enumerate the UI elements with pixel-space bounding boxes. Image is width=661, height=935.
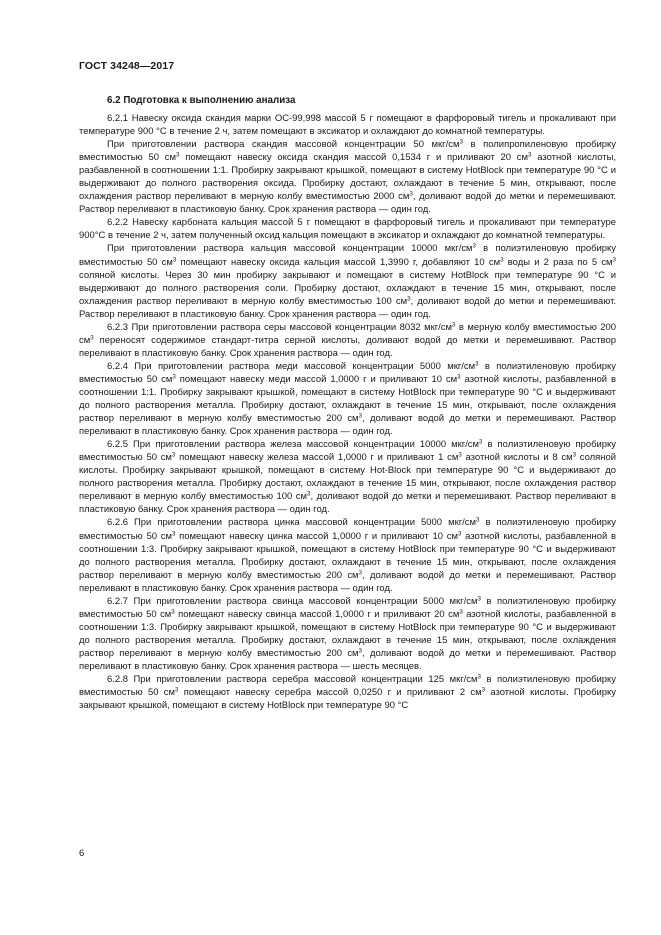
text-run: в полиэтиленовую пробирку вместимостью 50 см	[79, 674, 616, 699]
superscript: 3	[477, 673, 481, 681]
text-run: в полиэтиленовую пробирку вместимостью 50 см	[79, 243, 616, 268]
standard-header: ГОСТ 34248—2017	[79, 60, 175, 72]
paragraph	[79, 595, 616, 673]
paragraph	[79, 138, 616, 216]
text-run: 6.2.8 При приготовлении раствора серебра массовой концентрации 125 мкг/см	[107, 674, 478, 686]
superscript: 3	[457, 373, 461, 381]
superscript: 3	[572, 451, 577, 459]
text-run: , доливают водой до метки и перемешивают. Раствор переливают в пластиковую банку. Срок хранения раствора — один год.	[79, 295, 616, 320]
superscript: 3	[171, 608, 175, 616]
text-run: помещают навеску оксида кальция массой 1,3990 г, добавляют 10 см	[176, 256, 501, 268]
superscript: 3	[452, 321, 456, 329]
text-run: , доливают водой до метки и перемешивают. Раствор переливают в пластиковую банку. Срок хранения раствора — один год.	[79, 569, 616, 594]
text-run: 6.2.1 Навеску оксида скандия марки ОС-99,998 массой 5 г помещают в фарфоровый тигель и прокаливают при температуре 900 °С в течение 2 ч, затем помещают в эксикатор и охлаждают до комнатной температуры.	[79, 113, 616, 138]
text-run: помещают навеску свинца массой 1,0000 г и приливают 20 см	[174, 608, 460, 620]
superscript: 3	[172, 255, 177, 263]
text-run: в полиэтиленовую пробирку вместимостью 50 см	[79, 360, 616, 385]
body-text	[79, 112, 616, 712]
text-run: соляной кислоты. Пробирку закрывают крышкой, помещают в систему Hot-Block при температуре 90 °С и выдерживают до полного растворения металла. Пробирку достают, охлаждают в течение 15 мин, открывают, после охлаждения раствор переливают в мерную колбу вместимостью 100 см	[79, 452, 616, 503]
superscript: 3	[479, 438, 483, 446]
superscript: 3	[475, 516, 480, 524]
superscript: 3	[358, 647, 362, 655]
paragraph	[79, 438, 616, 516]
superscript: 3	[174, 686, 179, 694]
text-run: азотной кислоты, разбавленной в соотношении 1:3. Пробирку закрывают крышкой, помещают в систему HotBlock при температуре 90 °С и выдерживают до полного растворения металла. Пробирку достают, охлаждают в течение 15 мин, открывают, после охлаждения раствор переливают в мерную колбу вместимостью 200 см	[79, 530, 616, 581]
superscript: 3	[171, 529, 176, 537]
paragraph	[79, 516, 616, 594]
superscript: 3	[459, 608, 463, 616]
paragraph	[79, 360, 616, 438]
superscript: 3	[407, 295, 411, 303]
section-title: 6.2 Подготовка к выполнению анализа	[107, 95, 296, 106]
text-run: азотной кислоты и 8 см	[461, 452, 573, 464]
text-run: азотной кислоты, разбавленной в соотношении 1:1. Пробирку закрывают крышкой, помещают в систему HotBlock при температуре 90 °С и выдерживают до полного растворения металла. Пробирку достают, охлаждают в течение 15 мин, открывают, после охлаждения раствор переливают в мерную колбу вместимостью 200 см	[79, 373, 616, 425]
text-run: , доливают водой до метки и перемешивают. Раствор переливают в пластиковую банку. Срок хранения раствора — один год.	[79, 491, 617, 516]
text-run: При приготовлении раствора скандия массовой концентрации 50 мкг/см	[107, 139, 460, 151]
text-run: помещают навеску цинка массой 1,0000 г и приливают 10 см	[175, 530, 458, 542]
text-run: помещают навеску железа массой 1,0000 г и приливают 1 см	[175, 452, 459, 464]
paragraph	[79, 673, 616, 712]
superscript: 3	[409, 190, 413, 198]
text-run: соляной кислоты. Через 30 мин пробирку закрывают и помещают в систему HotBlock при температуре 90 °С и выдерживают до полного растворения соли. Пробирку достают, охлаждают в течение 15 мин, открывают, после охлаждения раствор переливают в мерную колбу вместимостью 100 см	[79, 269, 616, 307]
text-run: 6.2.5 При приготовлении раствора железа массовой концентрации 10000 мкг/см	[107, 439, 480, 451]
text-run: азотной кислоты, разбавленной в соотношении 1:1. Пробирку закрывают крышкой, помещают в систему HotBlock при температуре 90 °С и выдерживают до полного растворения оксида. Пробирку достают, охлаждают в течение 5 мин, открывают, после охлаждения раствор переливают в мерную колбу вместимостью 2000 см	[79, 152, 616, 203]
superscript: 3	[457, 529, 462, 537]
text-run: азотной кислоты, разбавленной в соотношении 1:3. Пробирку закрывают крышкой, помещают в систему HotBlock при температуре 90 °С и выдерживают до полного растворения металла. Пробирку достают, охлаждают в течение 15 мин, открывают, после охлаждения раствор переливают в мерную колбу вместимостью 200 см	[79, 608, 617, 659]
superscript: 3	[459, 138, 463, 146]
superscript: 3	[172, 373, 176, 381]
text-run: 6.2.4 При приготовлении раствора меди массовой концентрации 5000 мкг/см	[107, 360, 476, 372]
text-run: переносят содержимое стандарт-титра серной кислоты, доливают водой до метки и перемешивают. Раствор переливают в пластиковую банку. Срок хранения раствора — один год.	[79, 334, 616, 359]
text-run: помещают навеску серебра массой 0,0250 г и приливают 2 см	[178, 687, 482, 699]
paragraph	[79, 112, 616, 138]
page-number: 6	[79, 848, 85, 859]
text-run: азотной кислоты. Пробирку закрывают крышкой, помещают в систему HotBlock при температуре 90 °С	[79, 687, 616, 712]
text-run: в мерную колбу вместимостью 200 см	[79, 321, 616, 346]
superscript: 3	[528, 151, 532, 159]
paragraph	[79, 242, 616, 320]
text-run: помещают навеску меди массой 1,0000 г и приливают 10 см	[175, 373, 458, 385]
superscript: 3	[481, 686, 486, 694]
superscript: 3	[475, 360, 479, 368]
text-run: , доливают водой до метки и перемешивают. Раствор переливают в пластиковую банку. Срок хранения раствора — один год.	[79, 413, 616, 438]
paragraph	[79, 216, 616, 242]
text-run: в полиэтиленовую пробирку вместимостью 50 см	[79, 595, 616, 620]
text-run: 6.2.3 При приготовлении раствора серы массовой концентрации 8032 мкг/см	[107, 321, 452, 333]
text-run: помещают навеску оксида скандия массой 0,1534 г и приливают 20 см	[179, 152, 529, 164]
text-run: в полипропиленовую пробирку вместимостью 50 см	[79, 139, 616, 164]
superscript: 3	[358, 569, 362, 577]
superscript: 3	[500, 255, 504, 263]
superscript: 3	[307, 490, 311, 498]
text-run: в полиэтиленовую пробирку вместимостью 50 см	[79, 517, 616, 542]
superscript: 3	[458, 451, 462, 459]
superscript: 3	[175, 151, 180, 159]
superscript: 3	[472, 242, 476, 250]
superscript: 3	[171, 451, 176, 459]
text-run: , доливают водой до метки и перемешивают. Раствор переливают в пластиковую банку. Срок хранения раствора — один год.	[79, 191, 616, 216]
text-run: При приготовлении раствора кальция массовой концентрации 10000 мкг/см	[107, 243, 473, 255]
text-run: 6.2.6 При приготовлении раствора цинка массовой концентрации 5000 мкг/см	[107, 517, 476, 529]
text-run: 6.2.7 При приготовлении раствора свинца массовой концентрации 5000 мкг/см	[107, 595, 478, 607]
text-run: воды и 2 раза по 5 см	[503, 256, 613, 268]
superscript: 3	[90, 334, 94, 342]
text-run: 6.2.2 Навеску карбоната кальция массой 5 г помещают в фарфоровый тигель и прокаливают при температуре 900°С в течение 2 ч, затем полученный оксид кальция помещают в эксикатор и охлаждают до комнатной температуры.	[79, 217, 616, 242]
superscript: 3	[358, 412, 362, 420]
superscript: 3	[612, 255, 616, 263]
paragraph	[79, 321, 616, 360]
text-run: , доливают водой до метки и перемешивают. Раствор переливают в пластиковую банку. Срок хранения раствора — шесть месяцев.	[79, 647, 616, 672]
superscript: 3	[477, 595, 481, 603]
text-run: в полиэтиленовую пробирку вместимостью 50 см	[79, 439, 616, 464]
